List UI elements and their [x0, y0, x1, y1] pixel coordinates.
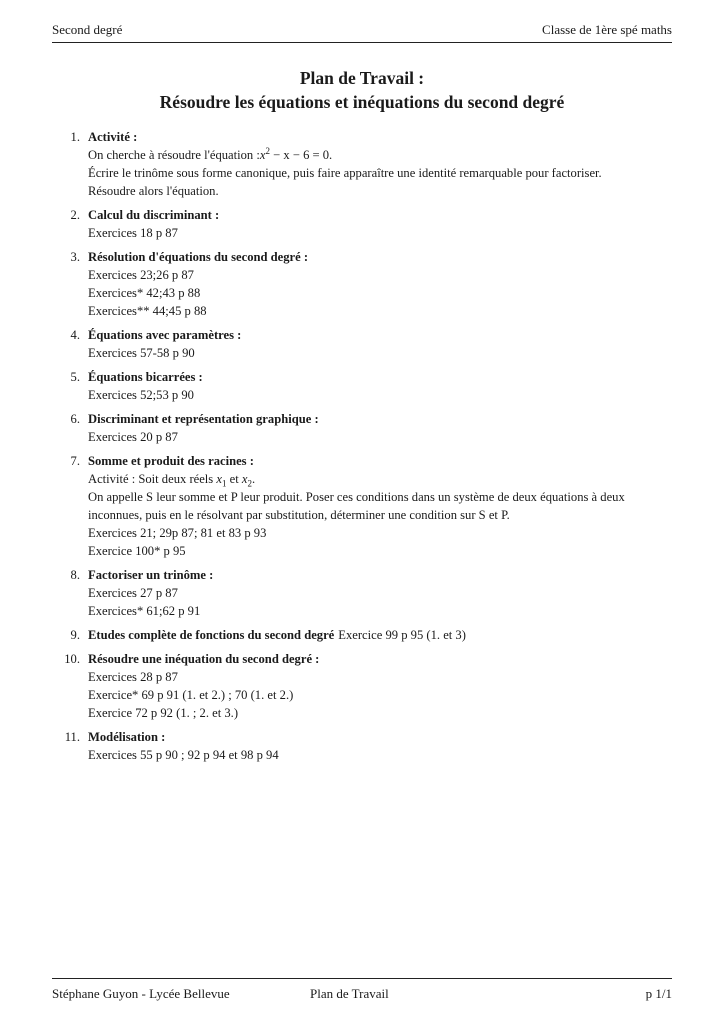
item-number: 7. [70, 454, 80, 468]
item-line [88, 470, 672, 488]
header-left: Second degré [52, 22, 123, 37]
item-number: 2. [70, 208, 80, 222]
item-line: Exercice 100* p 95 [88, 544, 186, 558]
footer-page-number: p 1/1 [645, 986, 672, 1001]
subscript-1: 1 [221, 478, 227, 489]
item-title: Somme et produit des racines : [88, 454, 254, 468]
equation-var: x [259, 148, 266, 162]
item-line: Exercices 27 p 87 [88, 586, 178, 600]
item-line: On appelle S leur somme et P leur produit. Poser ces conditions dans un système de deux équations à deux inconnues, puis en le résolvant par substitution, déterminer une condition sur S et P. [88, 490, 625, 522]
item-number: 5. [70, 370, 80, 384]
item-title: Discriminant et représentation graphique : [88, 412, 319, 426]
item-number: 6. [70, 412, 80, 426]
period: . [251, 472, 256, 486]
page-header [52, 22, 672, 43]
task-item-7 [52, 452, 672, 560]
task-item-4 [52, 326, 672, 362]
item-line: Exercices 52;53 p 90 [88, 388, 194, 402]
item-line: Exercices* 61;62 p 91 [88, 604, 201, 618]
item-title: Équations bicarrées : [88, 370, 203, 384]
task-item-2 [52, 206, 672, 242]
item-line: Exercice* 69 p 91 (1. et 2.) ; 70 (1. et 2.) [88, 688, 294, 702]
task-item-3 [52, 248, 672, 320]
item-line: Exercices 23;26 p 87 [88, 268, 194, 282]
item-line: Exercices* 42;43 p 88 [88, 286, 201, 300]
footer-title: Plan de Travail [310, 986, 389, 1001]
task-item-8 [52, 566, 672, 620]
item-number: 4. [70, 328, 80, 342]
item-line [88, 626, 672, 644]
item-line: Écrire le trinôme sous forme canonique, puis faire apparaître une identité remarquable pour factoriser. [88, 166, 602, 180]
item-line: Exercices 55 p 90 ; 92 p 94 et 98 p 94 [88, 748, 279, 762]
item-inline-text: Exercice 99 p 95 (1. et 3) [338, 628, 466, 642]
item-line: Exercices 57-58 p 90 [88, 346, 195, 360]
item-number: 10. [64, 652, 80, 666]
item-number: 1. [70, 130, 80, 144]
item-number: 9. [70, 628, 80, 642]
task-item-6 [52, 410, 672, 446]
task-item-10 [52, 650, 672, 722]
footer-author: Stéphane Guyon - Lycée Bellevue [52, 986, 230, 1001]
item-line: Exercices 21; 29p 87; 81 et 83 p 93 [88, 526, 267, 540]
title-line-2: Résoudre les équations et inéquations du second degré [159, 92, 565, 112]
item-number: 3. [70, 250, 80, 264]
task-item-9 [52, 626, 672, 644]
item-line: Exercices 18 p 87 [88, 226, 178, 240]
item-number: 11. [64, 730, 80, 744]
task-item-1 [52, 128, 672, 200]
item-line: Exercices** 44;45 p 88 [88, 304, 207, 318]
variable-x1: x [216, 472, 222, 486]
page-footer [52, 978, 672, 1002]
item-line [88, 146, 672, 164]
item-title: Équations avec paramètres : [88, 328, 242, 342]
item-line: Exercice 72 p 92 (1. ; 2. et 3.) [88, 706, 239, 720]
task-list [52, 128, 672, 770]
item-title: Activité : [88, 130, 138, 144]
item-line: Exercices 28 p 87 [88, 670, 178, 684]
item-title: Etudes complète de fonctions du second degré [88, 628, 335, 642]
conjunction: et [226, 472, 242, 486]
page-title [52, 66, 672, 114]
item-title: Calcul du discriminant : [88, 208, 220, 222]
item-line: Résoudre alors l'équation. [88, 184, 219, 198]
task-item-5 [52, 368, 672, 404]
item-line: Exercices 20 p 87 [88, 430, 178, 444]
equation-exponent: 2 [265, 145, 270, 156]
task-item-11 [52, 728, 672, 764]
item-number: 8. [70, 568, 80, 582]
item-title: Résolution d'équations du second degré : [88, 250, 309, 264]
equation-rest: − x − 6 = 0. [269, 148, 333, 162]
equation-intro: On cherche à résoudre l'équation : [88, 148, 260, 162]
header-right: Classe de 1ère spé maths [542, 22, 672, 37]
subscript-2: 2 [247, 478, 252, 489]
activity-text: Activité : Soit deux réels [88, 472, 217, 486]
variable-x2: x [241, 472, 248, 486]
title-line-1: Plan de Travail : [299, 68, 425, 88]
item-title: Modélisation : [88, 730, 166, 744]
item-title: Résoudre une inéquation du second degré : [88, 652, 320, 666]
item-title: Factoriser un trinôme : [88, 568, 214, 582]
